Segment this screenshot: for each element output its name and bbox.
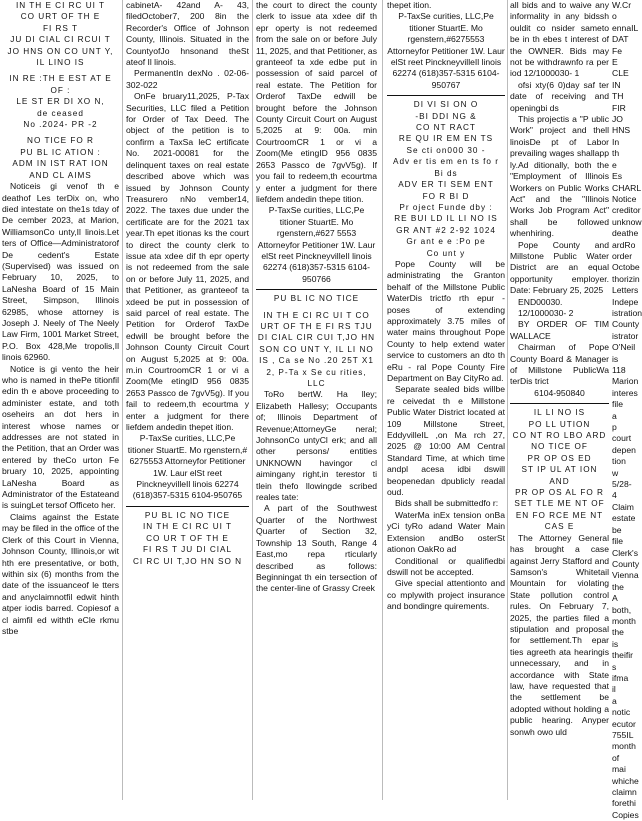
notice-paragraph: The Attorney General has brought a case against Jerry Stafford and Samson's Whitetail Mountain for violating State pollution control rules. On February 7, 2025, the parties filed a stipulation and proposal for settlement.Th epar ties agreeth ata hearingis unnecessary, and in accordance with State law, have requested that the settlement be adopted without holding a public hearing. Anyper sonwh owo uld — [510, 532, 609, 737]
notice-heading-line: Gr ant e e :Po pe — [406, 237, 486, 247]
notice-paragraph: BY ORDER OF TIM WALLACE — [510, 319, 609, 341]
notice-heading-line: AND CL AIMS — [29, 170, 92, 180]
notice-heading-line: LE ST ER DI XO N, — [16, 97, 105, 107]
column-4 — [387, 0, 505, 800]
notice-heading-line: FI RS T — [42, 23, 79, 33]
notice-separator — [256, 289, 377, 290]
notice-heading-line: No .2024- PR -2 — [23, 120, 98, 130]
column-rule — [507, 0, 508, 800]
notice-paragraph: the court to direct the county clerk to issue ata xdee dif th epr operty is not redeemed from the sale on or before July 11, 2025, and that Petitioner, as granteeof ta xde edbe put in possession of said parcel of real estate. The Petition for Orderof TaxDe edwill be brought before the Johnson County Circuit Court on August 5,2025 at 9: 00a. min CourtroomCR 1 or vi a Zoom(Me etingID 956 0835 2653 Passco de 7gvV5g). If you fail to redeem,th ecourtma y enter a judgment for there liefdem andedin thepe tition. — [256, 0, 377, 204]
column-1 — [2, 0, 119, 800]
notice-paragraph: Bids shall be submittedfo r: — [395, 498, 499, 509]
notice-paragraph: W.Cr o ennaIL DAT Fe E CLE IN TH FIR JO HNS In th e Es CHARL Notice creditor unknow deathe ardRo order Octobe thorizin Letters Indepe istration County istrator O'Neil is 118 Marion interes file a p court depen tion w 5/28-4 Claim estate be file Clerk's County Vienna the A both, month the is theifir s ifma il a notic ecutor 755IL month of mai whiche claimn forethi Copies — [612, 0, 642, 820]
notice-paragraph: A part of the Southwest Quarter of the Northwest Quarter of Section 32, Township 13 South, Range 4 East,mo repa rticularly described as follows: Beginningat th ein tersection of the center-line of Grassy Creek — [256, 503, 377, 594]
notice-heading-line: NO TICE FO R — [27, 136, 94, 146]
notice-paragraph: Noticeis gi venof th e deathof Les terDix on, who died intestate on the1s tday of De cember 2023, at Marion, WilliamsonCo unty,Il linois.Let ters of Office—Administratorof De cedent's Estate (Supervised) was issued on February 10, 2025, to LaNesha Board of 15 Main Street, Simpson, Illinois 62985, whose attorney is Joseph J. Neely of The Neely Law Firm, 1001 Market Street, P.O. Box 428,Me tropolis,Il linois 62960. — [2, 181, 119, 363]
notice-heading-line: CO NT RO LBO ARD — [512, 431, 607, 441]
notice-heading-line: ADM IN IST RAT ION — [12, 159, 109, 169]
notice-heading-line: CO UR T OF TH E — [146, 533, 229, 543]
notice-heading-line: OF : — [50, 85, 71, 95]
notice-paragraph: END00030. — [518, 296, 563, 307]
notice-heading-line: PO LL UTION — [528, 419, 591, 429]
notice-heading-line: IN TH E CI RC UI T CO URT OF TH E FI RS TJU DI CIAL CIR CUI T,JO HN SON CO UNT Y, IL LI NO IS , Ca se No .20 25T X1 2, P-Ta x Se cu rities, LLC — [257, 310, 376, 388]
notice-heading-line: PR OP OS AL FO R — [515, 488, 604, 498]
notice-heading-line: IN RE :TH E EST AT E — [9, 74, 112, 84]
notice-paragraph: thepet ition. — [387, 0, 432, 10]
notice-paragraph: P-TaxSe curities, LLC,Pe titioner StuartE. Mo rgenstern,# 6275553 Attorneyfor Petitioner 1W. Laur elSt reet PinckneyvilleIl linois 62274 (618)357-5315 6104-950765 — [127, 433, 248, 501]
notice-heading-line: DI VI SI ON O — [413, 100, 479, 110]
notice-paragraph: ToRo bertW. Ha lley; Elizabeth Hallesy; Occupants of; Illinois Department of Revenue;AttorneyGe neral; JohnsonCo untyCl erk; and all other persons/ entities UNKNOWN havingor cl aimingany right,in terestor ti tlein thefo llowingde scribed reales tate: — [256, 389, 377, 503]
column-rule — [252, 0, 253, 800]
column-rule — [122, 0, 123, 800]
notice-heading-line: -BI DDI NG & — [415, 111, 477, 121]
notice-heading-line: de ceased — [37, 108, 84, 118]
notice-paragraph: all bids and to waive any informality in any bidssh ouldit co nsider sameto be in th ebes t interest of the OWNER. Bids may not be withdrawnfo ra per iod 12/1000030- 1 — [510, 0, 609, 79]
notice-paragraph: P-TaxSe curities, LLC,Pe titioner StuartE. Mo rgenstern,#6275553 Attorneyfor Petitioner 1W. Laur elSt reet PinckneyvilleIl linois 62274 (618)357-5315 6104-950767 — [387, 11, 505, 90]
notice-heading-line: IN TH E CI RC UI T — [142, 522, 233, 532]
notice-paragraph: Pope County will be administrating the Granton behalf of the Millstone Public WaterDis trictfo rth epur - poses of extending approximately 3.75 miles of water mains throughout Pope County to help extend water service to customers an dto th eRu - ral Pope County Fire Department on Bay CityRo ad. — [387, 258, 505, 383]
notice-heading-line: ADV ER TI SEM ENT — [398, 180, 494, 190]
notice-heading-line: ST IP UL AT ION AND — [521, 465, 598, 486]
notice-paragraph: Separate sealed bids willbe re ceivedat th e Millstone Public Water District located at 109 Millstone Street, EddyvilleIL ,on Ma rch 27, 2025 @ 10:00 AM Central Standard Time, at which time andpl acesa idbi dswill beopenedan dpublicly readal oud. — [387, 384, 505, 498]
notice-paragraph: Conditional or qualifiedbi dswill not be accepted. — [387, 555, 505, 577]
column-2 — [126, 0, 249, 800]
notice-heading-line: Adv er tis em en ts fo r — [393, 157, 499, 167]
notice-separator — [387, 95, 505, 96]
notice-heading-line: Pr oject Funde dby : — [399, 202, 493, 212]
column-5 — [510, 0, 609, 800]
notice-heading-line: IL LINO IS — [36, 58, 85, 68]
notice-heading-line: GR ANT #2 2-92 1024 — [396, 225, 496, 235]
notice-heading-line: NO TICE OF — [531, 442, 588, 452]
notice-heading-line: Bi ds — [434, 168, 458, 178]
notice-paragraph: Chairman of Pope County Board & Manager of Millstone PublicWa terDis trict — [510, 342, 609, 387]
notice-heading-line: PU BL IC ATION : — [20, 147, 101, 157]
notice-paragraph: This projectis a "P ublic Work" project and thell linoisDe pt of Labor prevailing wages shallapp ly.Ad ditionally, both the "Employment of Illinois Workers on Public Works Act" and the "Illinois Works Job Program Act" shall be followed whenhiring. — [510, 114, 609, 239]
notice-paragraph: Give special attentionto and co mplywith project insurance and bondingre quirements. — [387, 578, 505, 612]
notice-heading-line: CO URT OF TH E — [20, 12, 101, 22]
notice-paragraph: 12/1000030- 2 — [518, 307, 574, 318]
notice-paragraph: ofsi xty(6 0)day saf ter date of receiving and openingbi ds — [510, 79, 609, 113]
notice-heading-line: EN FO RCE ME NT — [515, 510, 604, 520]
notice-paragraph: cabinetA- 42and A- 43, filedOctober7, 200 8in the Recorder's Office of Johnson County, Illinois. Situated in the CountyofJo hnsonand theSt ateof Il linois. — [126, 0, 249, 68]
notice-heading-line: SET TLE ME NT OF — [514, 499, 605, 509]
notice-paragraph: Pope County and Millstone Public Water District are an equal opportunity employer. Date: February 25, 2025 — [510, 239, 609, 296]
notice-paragraph: Notice is gi vento the heir who is named in thePe titionfil edin th e above proceeding to administer estate, and toth oseheirs an dot hers in interest whose names or addresses are not stated in the Petition, that an Order was entered by theCo urton Fe bruary 10, 2025, appointing LaNesha Board as Administrator of the Estateand is suingLet tersof Officeto her. — [2, 363, 119, 511]
notice-heading-line: CI RC UI T,JO HN SO N — [132, 556, 243, 566]
notice-heading-line: IN TH E CI RC UI T — [15, 1, 106, 10]
column-6-cropped — [612, 0, 642, 820]
notice-paragraph: P-TaxSe curities, LLC,Pe titioner StuartE. Mo rgenstern,#627 5553 Attorneyfor Petitioner 1W. Laur elSt reet PinckneyvilleIl linois 62274 (618)357-5315 6104-950766 — [257, 205, 376, 284]
column-rule — [382, 0, 383, 800]
notice-heading-line: CO NT RACT — [416, 123, 476, 133]
column-3 — [256, 0, 377, 800]
notice-heading-line: RE QU IR EM EN TS — [398, 134, 494, 144]
notice-paragraph: PermanentIn dexNo . 02-06-302-022 — [126, 68, 249, 90]
notice-heading-line: RE BUI LD IL LI NO IS — [394, 214, 498, 224]
notice-heading-line: IL LI NO IS — [533, 408, 586, 418]
notice-heading-line: CAS E — [544, 522, 575, 532]
notice-heading-line: Co unt y — [426, 248, 466, 258]
notice-paragraph: Claims against the Estate may be filed in the office of the Clerk of this Court in Vienna, Johnson County, Illinois,or wit hth ere presentative, or both, within six (6) months from the date of the issuanceof le tters and anyclaimnotfil edwit hinth atper iodis barred. Copiesof a cl aimfil ed withth eCle rkmu stbe — [2, 511, 119, 636]
notice-heading-line: FO R BI D — [422, 191, 470, 201]
notice-heading-line: FI RS T JU DI CIAL — [142, 545, 233, 555]
notice-paragraph: 6104-950840 — [534, 387, 585, 398]
notice-paragraph: OnFe bruary11,2025, P-Tax Securities, LLC filed a Petition for Order of Tax Deed. The object of the petition is to confirm a TaxSa leC ertificate No. 2021-00081 for the delinquent taxes on real estate described above which was issued by Johnson County Treasurero nNo vember14, 2022. The taxes due under the certificate are for the 2021 tax year.Th epet itionas ks the court to direct the county clerk to issue ata xdee dif th epr operty is not redeemed from the sale on or before July 11, 2025, and that Petitioner, as granteeof ta xdeed be put in possession of said parcel of real estate. The Petition for Orderof TaxDe edwill be brought before the Johnson County Circuit Court on August 5,2025 at 9: 00a. m.in CourtroomCR 1 or vi a Zoom(Me etingID 956 0835 2653 Passco de 7gvV5g). If you fail to redeem,th ecourtma y enter a judgment for there liefdem andedin thepet ition. — [126, 91, 249, 433]
notice-separator — [510, 403, 609, 404]
notice-heading-line: JO HNS ON CO UNT Y, — [7, 46, 114, 56]
notice-paragraph: WaterMa inEx tension onBa yCi tyRo adand Water Main Extension andBo osterSt ationon OakRo ad — [387, 509, 505, 555]
notice-heading-line: PU BL IC NO TICE — [144, 510, 231, 520]
notice-heading-line: PR OP OS ED — [527, 453, 592, 463]
notice-heading-line: JU DI CIAL CI RCUI T — [10, 35, 111, 45]
notice-heading-line: PU BL IC NO TICE — [273, 294, 360, 304]
notice-separator — [126, 506, 249, 507]
notice-heading-line: Se cti on000 30 - — [406, 145, 486, 155]
